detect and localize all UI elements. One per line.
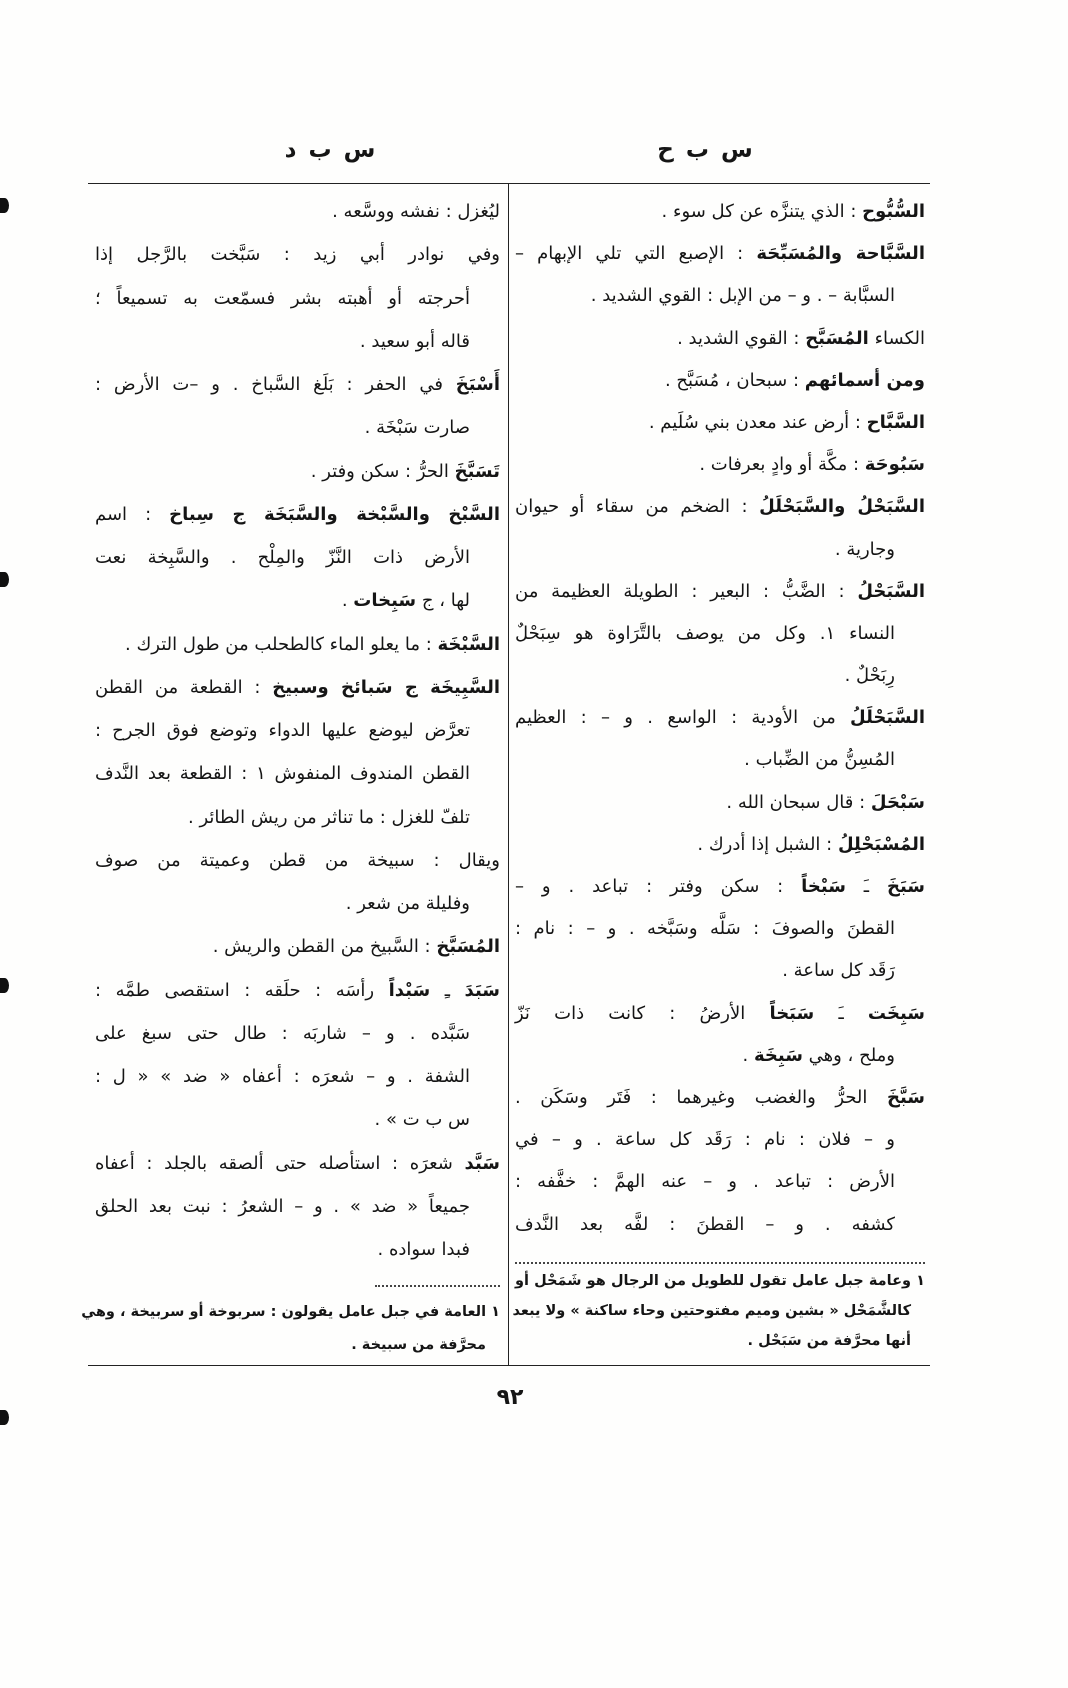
- right-column-header: س ب ح: [657, 137, 753, 163]
- definition-text: ـِ: [430, 979, 465, 1001]
- definition-text: ـَ: [845, 876, 887, 897]
- definition-text: تعرَّض ليوضع عليها الدواء وتوضع فوق الجرح :: [95, 720, 470, 741]
- definition-text: قاله أبو سعيد .: [359, 330, 470, 352]
- entry-line: [95, 493, 500, 536]
- headword: سَبَّد: [464, 1152, 500, 1174]
- definition-text: في الحفر : بَلَغ السَّباخ . و –ت الأرض :: [95, 374, 456, 395]
- headword: السَّبَحْلُ: [857, 580, 925, 602]
- dictionary-entry: [95, 450, 500, 493]
- definition-text: : سكن وفتر : تباعد . و –: [515, 876, 802, 897]
- scan-mark: [0, 198, 9, 213]
- entry-line: [515, 1035, 925, 1077]
- entry-line: [95, 233, 500, 276]
- definition-text: رَقَد كل ساعة .: [782, 960, 895, 982]
- definition-text: : القطعة من القطن: [95, 676, 273, 698]
- dictionary-entry: [515, 360, 925, 402]
- entry-line: [515, 866, 925, 908]
- definition-text: تلفّ للغزل : ما تناثر من ريش الطائر .: [188, 806, 470, 828]
- headword: السَّبَّاح: [866, 411, 925, 433]
- entry-line: [515, 655, 925, 697]
- definition-text: رِبَحْلٌ .: [844, 665, 895, 687]
- entry-line: [515, 275, 925, 317]
- right-footnote: [512, 1266, 925, 1356]
- entry-line: [515, 824, 925, 866]
- entry-line: [515, 360, 925, 402]
- definition-text: سَبَّده . و – شاربَه : طال حتى سبغ على: [95, 1022, 470, 1044]
- definition-text: شعرَه : استأصله حتى ألصقه بالجلد : أعفاه: [95, 1152, 465, 1174]
- entry-line: [515, 529, 925, 571]
- left-column: [95, 190, 500, 1271]
- footnote-line: أنها محرَّفة من سَبَحْل .: [747, 1333, 911, 1349]
- entry-line: [515, 486, 925, 528]
- dictionary-entry: [515, 993, 925, 1077]
- dictionary-entry: [515, 444, 925, 486]
- headword: أَسْبَخَ: [455, 374, 500, 395]
- definition-text: : اسم: [95, 503, 170, 525]
- definition-text: وجارية .: [834, 538, 895, 560]
- page-number: ٩٢: [496, 1385, 524, 1410]
- entry-line: [95, 579, 500, 622]
- dictionary-entry: [95, 925, 500, 968]
- entry-line: [515, 908, 925, 950]
- dictionary-entry: [95, 839, 500, 926]
- entry-line: [95, 1228, 500, 1271]
- headword: سَبْداً: [388, 979, 431, 1001]
- dictionary-entry: [515, 782, 925, 824]
- definition-text: : القوي الشديد .: [677, 327, 806, 349]
- definition-text: الأرض ذات النَّزّ والمِلْح . والسَّبِخة نعت: [95, 547, 470, 568]
- entry-line: [515, 1161, 925, 1203]
- definition-text: : أرض عند معدن بني سُلَيم .: [648, 411, 867, 433]
- left-column-header: س ب د: [284, 137, 376, 163]
- definition-text: : مكَّة أو وادٍ بعرفات .: [699, 454, 865, 476]
- definition-text: الكساء: [868, 327, 925, 349]
- footer-rule: [88, 1365, 930, 1366]
- entry-line: [95, 925, 500, 968]
- headword: سَبَدَ: [464, 979, 500, 1001]
- entry-line: [515, 1119, 925, 1161]
- definition-text: و – فلان : نام : رَقَد كل ساعة . و – في: [515, 1129, 895, 1151]
- dictionary-entry: [95, 233, 500, 363]
- headword: السَّبَّاحة والمُسَبِّحَة: [756, 243, 925, 265]
- definition-text: الحرُّ : سكن وفتر .: [310, 460, 455, 482]
- headword: المُسْبَحْلِلُ: [837, 833, 925, 855]
- definition-text: الشفة . و – شعرَه : أعفاه « ضد » « ل :: [95, 1066, 470, 1087]
- entry-line: [95, 623, 500, 666]
- entry-line: [515, 1204, 925, 1246]
- footnote-separator: [375, 1285, 500, 1287]
- definition-text: الأرض : تباعد . و – عنه الهمَّ : خفَّفه :: [515, 1171, 895, 1193]
- footnote-separator: [515, 1262, 925, 1264]
- definition-text: : الضَّبُّ : البعير : الطويلة العظيمة من: [515, 580, 858, 602]
- definition-text: س ب ت » .: [374, 1109, 470, 1131]
- definition-text: النساء ١. وكل من يوصف بالتَّرَاوة هو سِبَحْلٌ: [515, 622, 895, 644]
- entry-line: [515, 402, 925, 444]
- dictionary-entry: [515, 191, 925, 233]
- entry-line: [515, 993, 925, 1035]
- scan-mark: [0, 1410, 9, 1425]
- definition-text: وفي نوادر أبي زيد : سَبَّخت بالرَّجل إذا: [95, 244, 500, 266]
- entry-line: [95, 1142, 500, 1185]
- entry-line: [515, 571, 925, 613]
- definition-text: أحرجته أو أهبته بشر فسمّعت به تسميعاً ؛: [95, 287, 470, 309]
- entry-line: [95, 363, 500, 406]
- definition-text: الأرضُ : كانت ذات نَزّ: [515, 1002, 770, 1024]
- headword: سَبَّخَ: [886, 1086, 925, 1108]
- entry-line: [95, 839, 500, 882]
- dictionary-entry: [95, 623, 500, 666]
- definition-text: : الإصبع التي تلي الإبهام –: [515, 243, 757, 265]
- dictionary-entry: [95, 493, 500, 623]
- entry-line: [95, 882, 500, 925]
- entry-line: [95, 1012, 500, 1055]
- entry-line: [95, 277, 500, 320]
- headword: السَّبَحْلُ والسَّبَحْلَلُ: [759, 496, 925, 518]
- definition-text: وفليلة من شعر .: [345, 893, 470, 914]
- footnote-line: ١ وعامة جبل عامل تقول للطويل من الرجال هو شَمَحْل أو: [515, 1273, 925, 1289]
- definition-text: رأسَه : حلَقه : استقصى طمَّه :: [95, 979, 389, 1001]
- entry-line: [95, 1055, 500, 1098]
- headword: سَبِخَت: [867, 1002, 925, 1024]
- definition-text: كشفه . و – القطنَ : لفَّه بعد النَّدف: [515, 1213, 895, 1235]
- headword: السُّبُّوح: [862, 201, 925, 222]
- entry-line: [95, 796, 500, 839]
- dictionary-entry: [515, 486, 925, 570]
- headword: تَسَبَّخَ: [454, 460, 500, 482]
- entry-line: [95, 752, 500, 795]
- dictionary-entry: [515, 402, 925, 444]
- definition-text: .: [742, 1044, 754, 1066]
- headword: سَبْحَلَ: [870, 791, 925, 813]
- definition-text: جميعاً « ضد » . و – الشعرُ : نبت بعد الحلق: [95, 1195, 470, 1217]
- definition-text: : الشبل إذا أدرك .: [697, 833, 838, 855]
- headword: السَّبَحْلَلُ: [850, 707, 925, 729]
- entry-line: [515, 1077, 925, 1119]
- entry-line: [95, 320, 500, 363]
- definition-text: : قال سبحان الله .: [726, 791, 871, 813]
- entry-line: [515, 233, 925, 275]
- definition-text: : السَّبيخ من القطن والريش .: [212, 936, 437, 958]
- headword: سَبُوحَة: [864, 454, 925, 476]
- entry-line: [515, 191, 925, 233]
- right-column: [515, 191, 925, 1246]
- entry-line: [95, 969, 500, 1012]
- footnote-line: محرَّفة من سبيخة .: [351, 1337, 486, 1353]
- headword: سَبَخَ: [886, 876, 925, 897]
- definition-text: : الضخم من سقاء أو حيوان: [515, 496, 760, 518]
- header-rule: [88, 183, 930, 184]
- dictionary-entry: [515, 571, 925, 698]
- headword: المُسَبَّح: [805, 327, 869, 349]
- left-footnote: [81, 1296, 500, 1362]
- dictionary-entry: [95, 190, 500, 233]
- definition-text: وملح ، وهي: [802, 1044, 895, 1066]
- headword: سَبْخاً: [801, 876, 846, 897]
- headword: سَبِخَة: [753, 1044, 803, 1066]
- entry-line: [95, 1185, 500, 1228]
- dictionary-entry: [95, 969, 500, 1142]
- definition-text: صارت سَبْخَة .: [364, 417, 470, 439]
- entry-line: [95, 709, 500, 752]
- definition-text: الحرُّ والغضب وغيرهما : فَتَر وسَكَن .: [515, 1086, 887, 1108]
- definition-text: : ما يعلو الماء كالطحلب من طول الترك .: [125, 633, 438, 655]
- headword: السَّبْخ والسَّبْخة والسَّبَخَة ج سِباخ: [169, 503, 500, 525]
- definition-text: القطنَ والصوفَ : سَلَّه وسَبَّخه . و – : نام :: [515, 918, 895, 940]
- definition-text: السبَّابة – . و – من الإبل : القوي الشديد .: [590, 285, 895, 307]
- entry-line: [515, 697, 925, 739]
- entry-line: [95, 666, 500, 709]
- dictionary-entry: [515, 318, 925, 360]
- dictionary-entry: [95, 1142, 500, 1272]
- footnote-line: ١ العامة في جبل عامل يقولون : سربوخة أو سربيخة ، وهي: [81, 1304, 500, 1320]
- entry-line: [95, 190, 500, 233]
- headword: السَّبْخَة: [437, 633, 500, 655]
- definition-text: المُسِنُّ من الضِّباب .: [744, 749, 895, 771]
- dictionary-entry: [515, 233, 925, 317]
- headword: سَبِخات: [353, 590, 417, 612]
- entry-line: [95, 536, 500, 579]
- definition-text: : الذي يتنزَّه عن كل سوء .: [661, 201, 863, 222]
- column-divider: [508, 183, 509, 1365]
- entry-line: [95, 450, 500, 493]
- entry-line: [515, 950, 925, 992]
- definition-text: ويقال : سبيخة من قطن وعميتة من صوف: [95, 849, 500, 871]
- headword: سَبَخاً: [769, 1002, 815, 1024]
- dictionary-entry: [95, 363, 500, 450]
- definition-text: فبدا سواده .: [377, 1239, 470, 1260]
- entry-line: [515, 318, 925, 360]
- dictionary-entry: [515, 697, 925, 781]
- dictionary-entry: [515, 1077, 925, 1246]
- headword: المُسَبَّخ: [436, 936, 500, 958]
- entry-line: [95, 1098, 500, 1141]
- dictionary-entry: [95, 666, 500, 839]
- entry-line: [515, 613, 925, 655]
- definition-text: ـَ: [814, 1002, 868, 1024]
- scan-mark: [0, 572, 9, 587]
- headword: السَّبِيخَة ج سَبائخ وسبيخ: [272, 676, 500, 698]
- definition-text: القطن المندوف المنفوش ١ : القطعة بعد النَّدف: [95, 763, 470, 785]
- definition-text: ليُغزل : نفشه ووسَّعه .: [332, 201, 500, 222]
- definition-text: لها ، ج: [416, 590, 470, 612]
- entry-line: [515, 739, 925, 781]
- dictionary-entry: [515, 866, 925, 993]
- headword: ومن أسمائهم: [804, 369, 925, 391]
- dictionary-entry: [515, 824, 925, 866]
- footnote-line: كالشَّمَحْل « بشين وميم مفتوحتين وحاء ساكنة » ولا يبعد: [512, 1303, 911, 1319]
- definition-text: : سبحان ، مُسَبَّح .: [664, 369, 805, 391]
- entry-line: [515, 444, 925, 486]
- definition-text: .: [341, 590, 354, 612]
- entry-line: [95, 406, 500, 449]
- entry-line: [515, 782, 925, 824]
- definition-text: من الأودية : الواسع . و – : العظيم: [515, 707, 851, 729]
- scan-mark: [0, 978, 9, 993]
